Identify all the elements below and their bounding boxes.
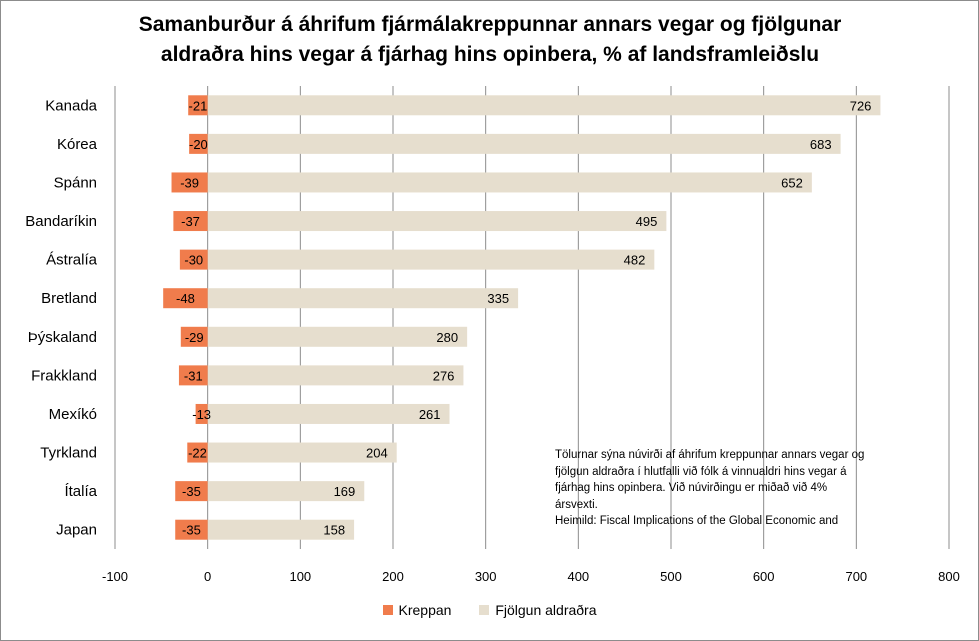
- data-label-kreppan: -35: [182, 522, 201, 538]
- category-label: Þýskaland: [27, 328, 97, 346]
- bar-fjolgun: [208, 327, 467, 347]
- footnote: [555, 447, 930, 530]
- data-label-kreppan: -35: [182, 484, 201, 500]
- legend-item-kreppan: [383, 602, 452, 618]
- category-label: Japan: [56, 521, 97, 539]
- footnote-line: Heimild: Fiscal Implications of the Global Economic and: [555, 515, 839, 527]
- category-label: Kórea: [56, 135, 97, 153]
- data-label-kreppan: -13: [192, 406, 212, 422]
- data-label-kreppan: -20: [189, 136, 208, 152]
- bar-fjolgun: [208, 172, 812, 192]
- bar-fjolgun: [208, 134, 841, 154]
- data-label-fjolgun: 652: [781, 175, 803, 191]
- footnote-line: Tölurnar sýna núvirði af áhrifum kreppunnar annars vegar og: [555, 449, 865, 461]
- bar-fjolgun: [208, 250, 655, 270]
- category-label: Spánn: [53, 174, 97, 192]
- bar-fjolgun: [208, 404, 450, 424]
- x-tick-label: 0: [204, 569, 212, 584]
- chart-title-line-2: aldraðra hins vegar á fjárhag hins opinbera, % af landsframleiðslu: [160, 43, 820, 66]
- bar-fjolgun: [208, 95, 881, 115]
- x-tick-label: 500: [660, 569, 682, 584]
- data-label-fjolgun: 482: [623, 252, 646, 268]
- data-label-fjolgun: 169: [333, 484, 356, 500]
- legend-swatch-kreppan: [383, 605, 393, 615]
- x-tick-label: 600: [752, 569, 775, 584]
- data-label-fjolgun: 335: [487, 291, 510, 307]
- data-label-fjolgun: 726: [849, 98, 872, 114]
- category-label: Frakkland: [31, 367, 97, 385]
- bar-fjolgun: [208, 365, 464, 385]
- data-label-fjolgun: 276: [432, 368, 455, 384]
- legend-label-kreppan: Kreppan: [398, 602, 452, 618]
- legend-label-fjolgun: Fjölgun aldraðra: [495, 602, 597, 618]
- data-label-fjolgun: 683: [809, 136, 832, 152]
- x-tick-label: 200: [382, 569, 404, 584]
- category-label: Kanada: [45, 97, 97, 115]
- data-label-kreppan: -31: [183, 368, 203, 384]
- x-tick-label: 700: [845, 569, 868, 584]
- legend-swatch-fjolgun: [479, 605, 489, 615]
- category-label: Bretland: [41, 290, 97, 308]
- category-label: Tyrkland: [40, 444, 97, 462]
- data-label-fjolgun: 261: [418, 406, 441, 422]
- data-label-fjolgun: 495: [635, 214, 658, 230]
- data-label-fjolgun: 280: [436, 329, 459, 345]
- data-label-kreppan: -30: [184, 252, 204, 268]
- chart-title-line-1: Samanburður á áhrifum fjármálakreppunnar annars vegar og fjölgunar: [138, 13, 842, 36]
- data-label-fjolgun: 204: [366, 445, 388, 461]
- data-label-kreppan: -39: [180, 175, 199, 191]
- bar-fjolgun: [208, 211, 667, 231]
- data-label-kreppan: -22: [188, 445, 207, 461]
- footnote-line: fjárhag hins opinbera. Við núvirðingu er miðað við 4%: [555, 482, 828, 494]
- x-tick-label: 300: [474, 569, 497, 584]
- x-tick-label: -100: [101, 569, 129, 584]
- bar-fjolgun: [208, 288, 518, 308]
- category-label: Ítalía: [64, 483, 97, 501]
- x-tick-label: 100: [289, 569, 312, 584]
- x-tick-label: 800: [938, 569, 960, 584]
- footnote-line: fjölgun aldraðra í hlutfalli við fólk á vinnualdri hins vegar á: [555, 465, 847, 478]
- footnote-line: ársvexti.: [555, 498, 598, 511]
- data-label-kreppan: -21: [188, 98, 208, 114]
- category-label: Mexíkó: [48, 405, 97, 423]
- category-label: Bandaríkin: [25, 213, 97, 231]
- data-label-kreppan: -37: [181, 214, 200, 230]
- legend: [0, 602, 979, 618]
- x-tick-label: 400: [567, 569, 590, 584]
- data-label-fjolgun: 158: [323, 522, 346, 538]
- data-label-kreppan: -48: [176, 291, 195, 307]
- data-label-kreppan: -29: [184, 329, 204, 345]
- category-label: Ástralía: [46, 251, 97, 269]
- legend-item-fjolgun: [479, 602, 596, 618]
